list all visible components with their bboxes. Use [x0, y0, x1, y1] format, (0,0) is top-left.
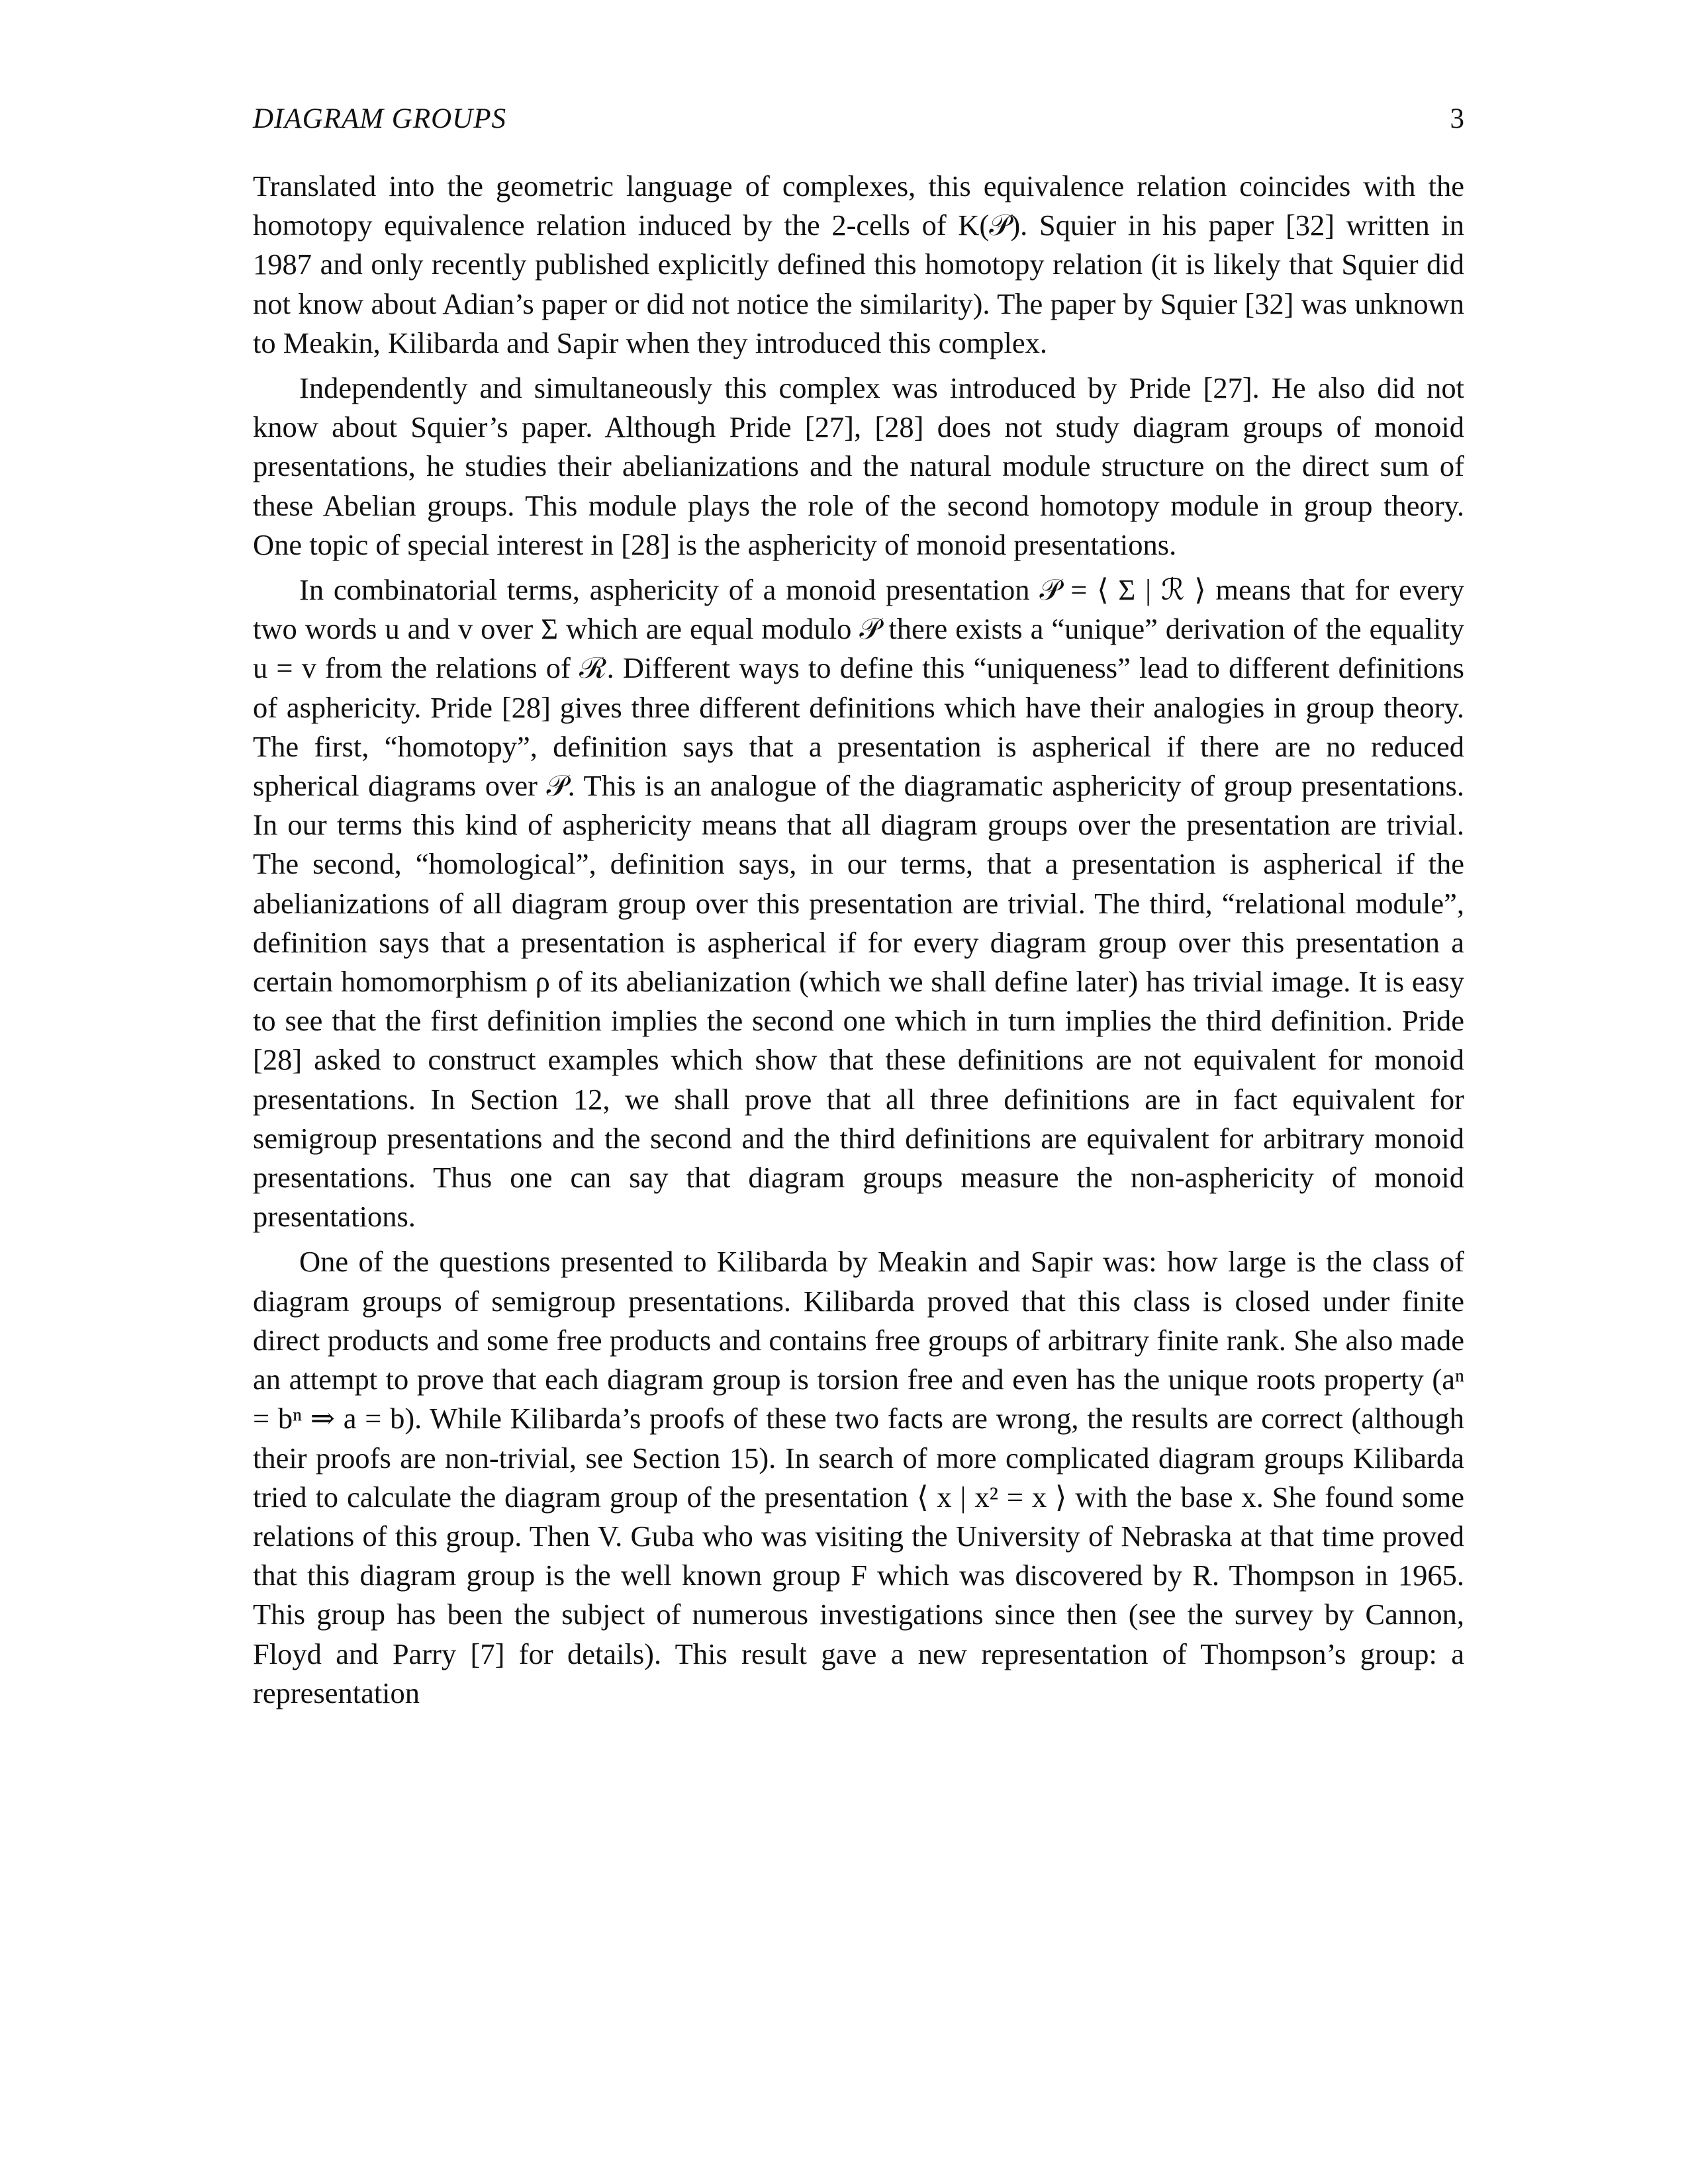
page-number: 3: [1450, 103, 1464, 134]
page: [253, 99, 1464, 1719]
running-title: DIAGRAM GROUPS: [253, 103, 506, 134]
running-header: [253, 99, 1464, 139]
body-text: [253, 167, 1464, 1713]
paragraph-1: Translated into the geometric language of complexes, this equivalence relation coincides with the homotopy equivalence relation induced by the 2-cells of K(𝒫). Squier in his paper [32] written in 1987 and only recently published explicitly defined this homotopy relation (it is likely that Squier did not know about Adian’s paper or did not notice the similarity). The paper by Squier [32] was unknown to Meakin, Kilibarda and Sapir when they introduced this complex.: [253, 169, 1464, 359]
paragraph-3: In combinatorial terms, asphericity of a monoid presentation 𝒫 = ⟨ Σ | ℛ ⟩ means that for every two words u and v over Σ which are equal modulo 𝒫 there exists a “unique” derivation of the equality u = v from the relations of ℛ. Different ways to define this “uniqueness” lead to different definitions of asphericity. Pride [28] gives three different definitions which have their analogies in group theory. The first, “homotopy”, definition says that a presentation is aspherical if there are no reduced spherical diagrams over 𝒫. This is an analogue of the diagramatic asphericity of group presentations. In our terms this kind of asphericity means that all diagram groups over the presentation are trivial. The second, “homological”, definition says, in our terms, that a presentation is aspherical if the abelianizations of all diagram group over this presentation are trivial. The third, “relational module”, definition says that a presentation is aspherical if for every diagram group over this presentation a certain homomorphism ρ of its abelianization (which we shall define later) has trivial image. It is easy to see that the first definition implies the second one which in turn implies the third definition. Pride [28] asked to construct examples which show that these definitions are not equivalent for monoid presentations. In Section 12, we shall prove that all three definitions are in fact equivalent for semigroup presentations and the second and the third definitions are equivalent for arbitrary monoid presentations. Thus one can say that diagram groups measure the non-asphericity of monoid presentations.: [253, 573, 1464, 1234]
paragraph-2: Independently and simultaneously this complex was introduced by Pride [27]. He also did not know about Squier’s paper. Although Pride [27], [28] does not study diagram groups of monoid presentations, he studies their abelianizations and the natural module structure on the direct sum of these Abelian groups. This module plays the role of the second homotopy module in group theory. One topic of special interest in [28] is the asphericity of monoid presentations.: [253, 371, 1464, 561]
paragraph-4: One of the questions presented to Kilibarda by Meakin and Sapir was: how large is the class of diagram groups of semigroup presentations. Kilibarda proved that this class is closed under finite direct products and some free products and contains free groups of arbitrary finite rank. She also made an attempt to prove that each diagram group is torsion free and even has the unique roots property (aⁿ = bⁿ ⇒ a = b). While Kilibarda’s proofs of these two facts are wrong, the results are correct (although their proofs are non-trivial, see Section 15). In search of more complicated diagram groups Kilibarda tried to calculate the diagram group of the presentation ⟨ x | x² = x ⟩ with the base x. She found some relations of this group. Then V. Guba who was visiting the University of Nebraska at that time proved that this diagram group is the well known group F which was discovered by R. Thompson in 1965. This group has been the subject of numerous investigations since then (see the survey by Cannon, Floyd and Parry [7] for details). This result gave a new representation of Thompson’s group: a representation: [253, 1245, 1464, 1709]
